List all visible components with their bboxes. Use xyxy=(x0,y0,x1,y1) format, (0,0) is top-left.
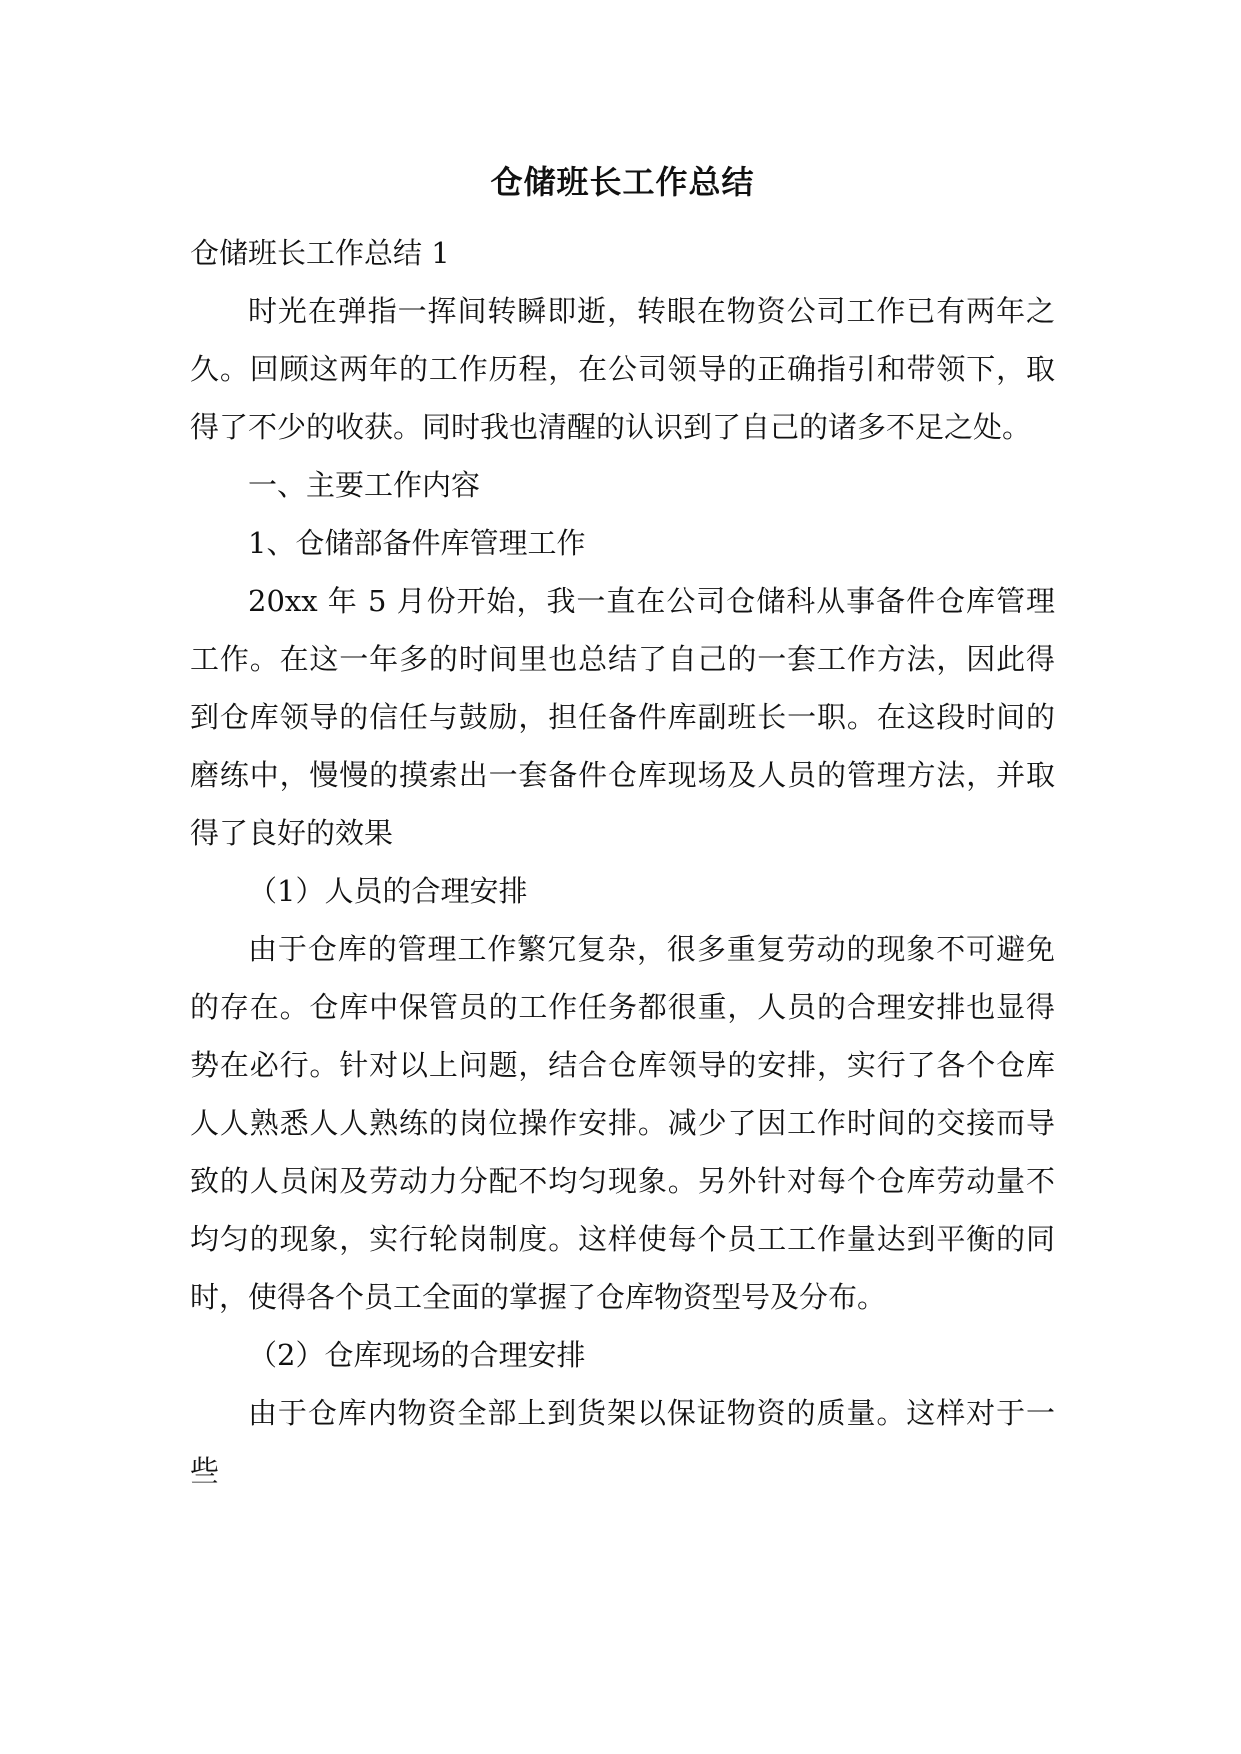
paragraph-site-arrangement: 由于仓库内物资全部上到货架以保证物资的质量。这样对于一些 xyxy=(190,1396,1055,1488)
document-body xyxy=(190,160,1055,1500)
document-subtitle: 仓储班长工作总结 1 xyxy=(190,236,450,270)
paragraph-spare-parts: 20xx 年 5 月份开始，我一直在公司仓储科从事备件仓库管理工作。在这一年多的时间里也总结了自己的一套工作方法，因此得到仓库领导的信任与鼓励，担任备件库副班长一职。在这段时间的磨练中，慢慢的摸索出一套备件仓库现场及人员的管理方法，并取得了良好的效果 xyxy=(190,584,1055,850)
item-heading-site-arrangement: （2）仓库现场的合理安排 xyxy=(248,1338,586,1372)
document-title: 仓储班长工作总结 xyxy=(490,163,755,201)
paragraph-intro: 时光在弹指一挥间转瞬即逝，转眼在物资公司工作已有两年之久。回顾这两年的工作历程，在公司领导的正确指引和带领下，取得了不少的收获。同时我也清醒的认识到了自己的诸多不足之处。 xyxy=(190,294,1055,444)
paragraph-staff-arrangement: 由于仓库的管理工作繁冗复杂，很多重复劳动的现象不可避免的存在。仓库中保管员的工作任务都很重，人员的合理安排也显得势在必行。针对以上问题，结合仓库领导的安排，实行了各个仓库人人熟悉人人熟练的岗位操作安排。减少了因工作时间的交接而导致的人员闲及劳动力分配不均匀现象。另外针对每个仓库劳动量不均匀的现象，实行轮岗制度。这样使每个员工工作量达到平衡的同时，使得各个员工全面的掌握了仓库物资型号及分布。 xyxy=(190,932,1055,1314)
section-heading-main-work: 一、主要工作内容 xyxy=(248,468,481,502)
subsection-heading-spare-parts: 1、仓储部备件库管理工作 xyxy=(248,526,586,560)
item-heading-staff-arrangement: （1）人员的合理安排 xyxy=(248,874,528,908)
